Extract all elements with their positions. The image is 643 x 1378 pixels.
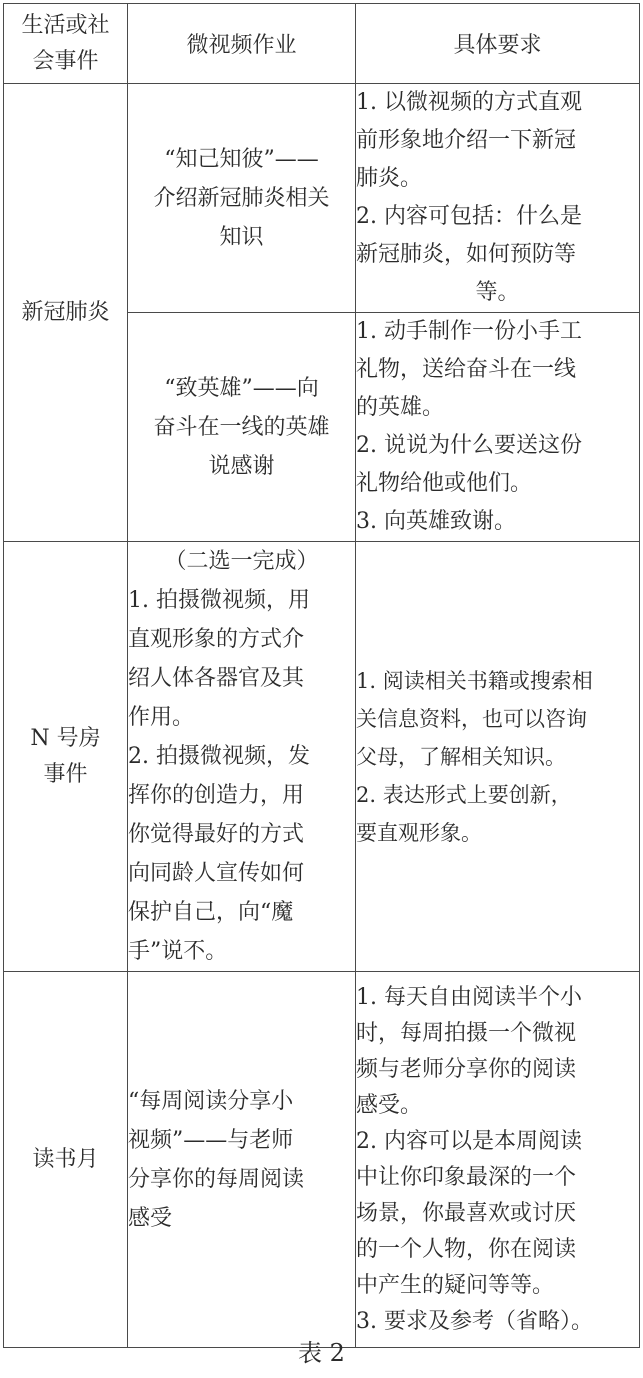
- table-row: [4, 972, 640, 1348]
- table-row: [4, 84, 640, 313]
- assignment-table: [3, 3, 640, 1348]
- header-event: 生活或社 会事件: [4, 4, 128, 84]
- event-cell: 新冠肺炎: [4, 84, 128, 542]
- requirement-cell: 1. 每天自由阅读半个小 时，每周拍摄一个微视 频与老师分享你的阅读 感受。 2. 内容可以是本周阅读 中让你印象最深的一个 场景，你最喜欢或讨厌 的一个人物，你在阅读 中产生的疑问等等。 3. 要求及参考（省略）。: [356, 972, 640, 1348]
- table-row: [4, 542, 640, 972]
- requirement-cell: 1. 阅读相关书籍或搜索相 关信息资料，也可以咨询 父母，了解相关知识。 2. 表达形式上要创新， 要直观形象。: [356, 542, 640, 972]
- header-requirement: 具体要求: [356, 4, 640, 84]
- task-cell: “致英雄”——向 奋斗在一线的英雄 说感谢: [128, 313, 356, 542]
- requirement-cell: 1. 动手制作一份小手工 礼物，送给奋斗在一线 的英雄。 2. 说说为什么要送这份 礼物给他或他们。 3. 向英雄致谢。: [356, 313, 640, 542]
- table-caption: 表 2: [298, 1339, 345, 1367]
- requirement-cell: 1. 以微视频的方式直观 前形象地介绍一下新冠 肺炎。 2. 内容可包括：什么是 新冠肺炎，如何预防等 等。: [356, 84, 640, 313]
- event-cell: 读书月: [4, 972, 128, 1348]
- event-cell: N 号房 事件: [4, 542, 128, 972]
- task-cell: “每周阅读分享小 视频”——与老师 分享你的每周阅读 感受: [128, 972, 356, 1348]
- task-cell: “知己知彼”—— 介绍新冠肺炎相关 知识: [128, 84, 356, 313]
- task-cell: （二选一完成） 1. 拍摄微视频，用 直观形象的方式介 绍人体各器官及其 作用。 2. 拍摄微视频，发 挥你的创造力，用 你觉得最好的方式 向同龄人宣传如何 保护自己，向“魔 手”说不。: [128, 542, 356, 972]
- header-task: 微视频作业: [128, 4, 356, 84]
- header-row: [4, 4, 640, 84]
